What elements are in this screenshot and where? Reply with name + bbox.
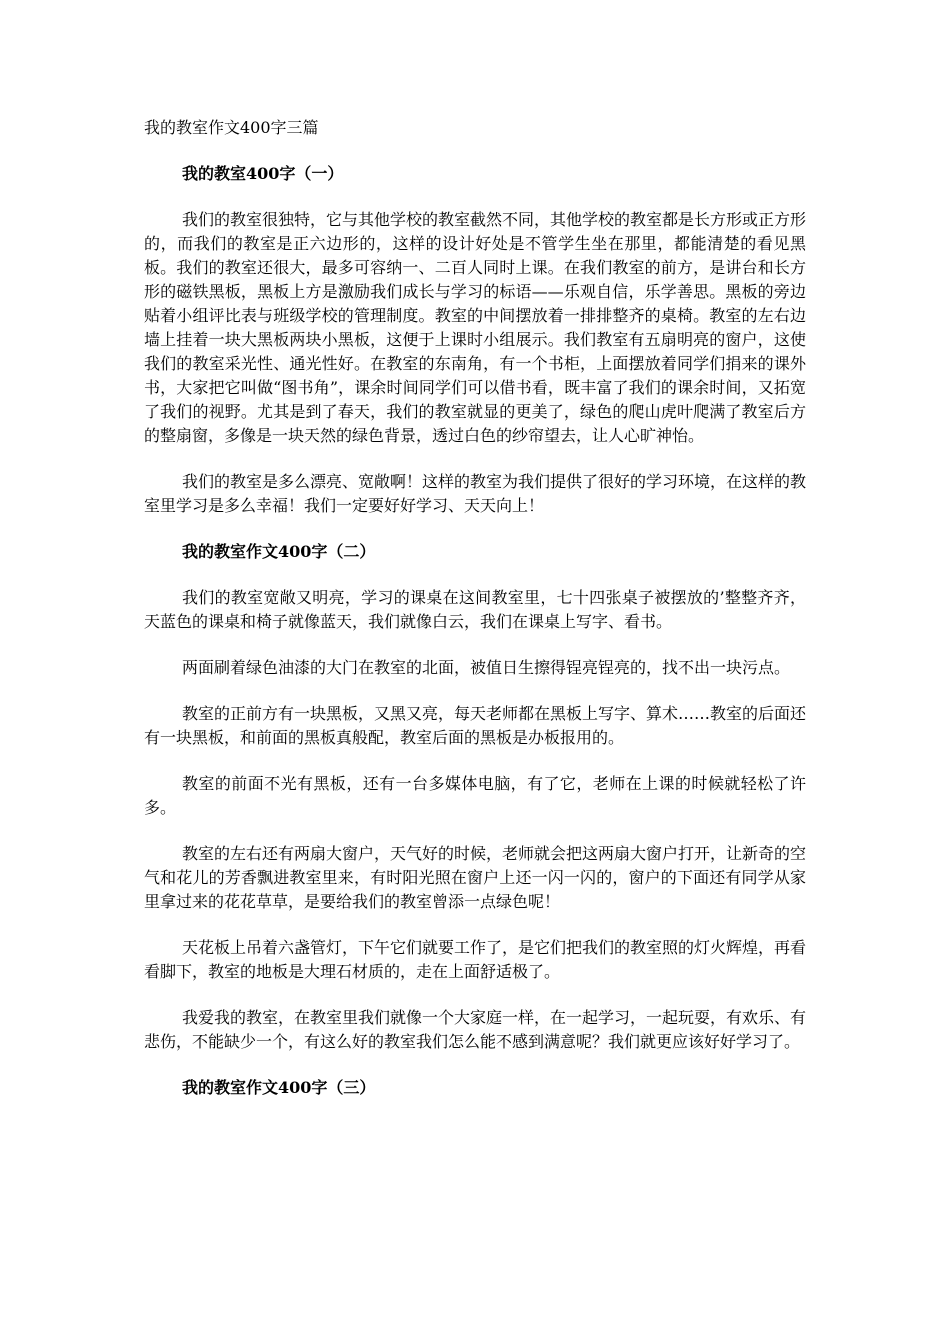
section-heading: 我的教室作文400字（二）: [182, 542, 376, 561]
paragraph: 我爱我的教室，在教室里我们就像一个大家庭一样，在一起学习，一起玩耍，有欢乐、有悲伤，不能缺少一个，有这么好的教室我们怎么能不感到满意呢？我们就更应该好好学习了。: [144, 1008, 807, 1051]
section-one: [144, 162, 806, 518]
paragraph: 天花板上吊着六盏管灯，下午它们就要工作了，是它们把我们的教室照的灯火辉煌，再看看脚下，教室的地板是大理石材质的，走在上面舒适极了。: [144, 938, 807, 981]
paragraph: 我们的教室是多么漂亮、宽敞啊！这样的教室为我们提供了很好的学习环境，在这样的教室里学习是多么幸福！我们一定要好好学习、天天向上！: [144, 472, 807, 515]
paragraph: 教室的前面不光有黑板，还有一台多媒体电脑，有了它，老师在上课的时候就轻松了许多。: [144, 774, 806, 817]
document-page: [144, 116, 806, 1122]
paragraph: 教室的左右还有两扇大窗户，天气好的时候，老师就会把这两扇大窗户打开，让新奇的空气和花儿的芳香飘进教室里来，有时阳光照在窗户上还一闪一闪的，窗户的下面还有同学从家里拿过来的花花草草，是要给我们的教室曾添一点绿色呢！: [144, 844, 807, 911]
document-title: 我的教室作文400字三篇: [144, 118, 319, 137]
paragraph: 教室的正前方有一块黑板，又黑又亮，每天老师都在黑板上写字、算术……教室的后面还有一块黑板，和前面的黑板真般配，教室后面的黑板是办板报用的。: [144, 704, 807, 747]
paragraph: 我们的教室宽敞又明亮，学习的课桌在这间教室里，七十四张桌子被摆放的’整整齐齐，天蓝色的课桌和椅子就像蓝天，我们就像白云，我们在课桌上写字、看书。: [144, 588, 806, 631]
section-three: [144, 1076, 806, 1100]
section-heading: 我的教室作文400字（三）: [182, 1078, 376, 1097]
section-two: [144, 540, 806, 1054]
paragraph: 两面刷着绿色油漆的大门在教室的北面，被值日生擦得锃亮锃亮的，找不出一块污点。: [182, 658, 791, 677]
paragraph: 我们的教室很独特，它与其他学校的教室截然不同，其他学校的教室都是长方形或正方形的，而我们的教室是正六边形的，这样的设计好处是不管学生坐在那里，都能清楚的看见黑板。我们的教室还很大，最多可容纳一、二百人同时上课。在我们教室的前方，是讲台和长方形的磁铁黑板，黑板上方是激励我们成长与学习的标语——乐观自信，乐学善思。黑板的旁边贴着小组评比表与班级学校的管理制度。教室的中间摆放着一排排整齐的桌椅。教室的左右边墙上挂着一块大黑板两块小黑板，这便于上课时小组展示。我们教室有五扇明亮的窗户，这使我们的教室采光性、通光性好。在教室的东南角，有一个书柜，上面摆放着同学们捐来的课外书，大家把它叫做“图书角”，课余时间同学们可以借书看，既丰富了我们的课余时间，又拓宽了我们的视野。尤其是到了春天，我们的教室就显的更美了，绿色的爬山虎叶爬满了教室后方的整扇窗，多像是一块天然的绿色背景，透过白色的纱帘望去，让人心旷神怡。: [144, 210, 807, 445]
section-heading: 我的教室400字（一）: [182, 164, 344, 183]
